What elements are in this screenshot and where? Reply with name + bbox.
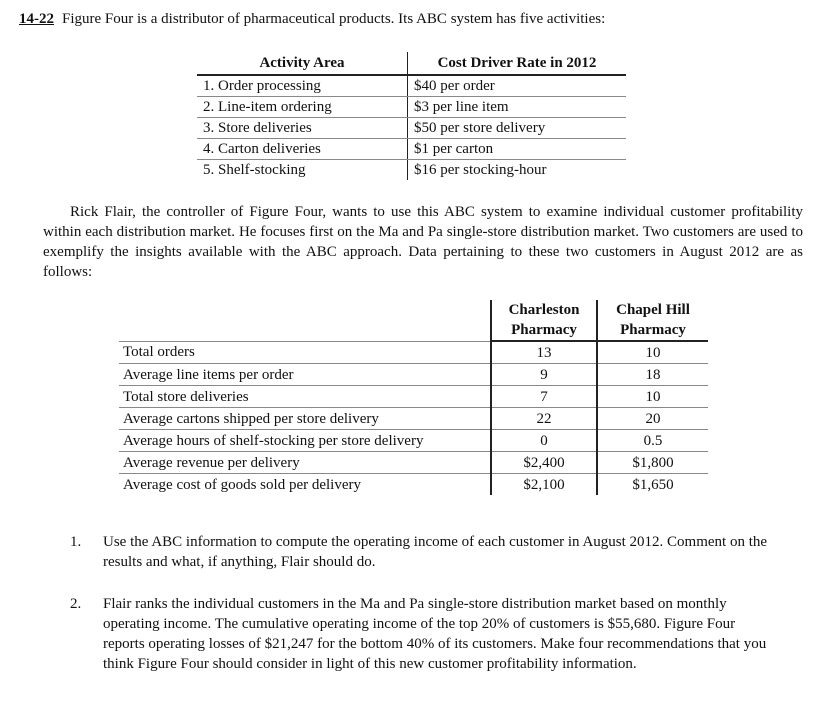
charleston-value: 7 — [491, 386, 597, 408]
chapel-hill-value: 20 — [597, 408, 708, 430]
table-row — [119, 430, 708, 452]
row-label: Average cost of goods sold per delivery — [123, 476, 361, 493]
table-row — [197, 160, 626, 181]
customer-table — [119, 300, 708, 495]
chapel-hill-header-line2: Pharmacy — [620, 322, 686, 338]
table-row — [197, 97, 626, 118]
cost-driver-rate: $50 per store delivery — [408, 118, 627, 139]
charleston-value: 0 — [491, 430, 597, 452]
table-row — [119, 341, 708, 364]
table-row — [197, 75, 626, 97]
table-row — [119, 452, 708, 474]
question-1 — [70, 532, 770, 572]
question-number: 2. — [70, 596, 82, 612]
row-label: Total orders — [119, 341, 491, 364]
customer-table-header — [119, 300, 708, 341]
activity-name: 5. Shelf-stocking — [203, 162, 306, 178]
activity-table-header — [197, 52, 626, 75]
empty-header-cell — [119, 300, 491, 341]
chapel-hill-header — [597, 300, 708, 341]
chapel-hill-value: 10 — [597, 341, 708, 364]
question-number: 1. — [70, 534, 82, 550]
charleston-header-line2: Pharmacy — [511, 322, 577, 338]
row-label: Average hours of shelf-stocking per store delivery — [119, 430, 491, 452]
charleston-value: 13 — [491, 341, 597, 364]
charleston-value: 22 — [491, 408, 597, 430]
row-label: Average revenue per delivery — [119, 452, 491, 474]
question-text: Use the ABC information to compute the operating income of each customer in August 2012. Comment on the results and what, if anything, Flair should do. — [103, 534, 768, 570]
chapel-hill-value: $1,650 — [597, 474, 708, 496]
row-label: Average cartons shipped per store delivery — [119, 408, 491, 430]
activity-name: 2. Line-item ordering — [197, 97, 408, 118]
cost-driver-header: Cost Driver Rate in 2012 — [408, 52, 627, 75]
chapel-hill-header-line1: Chapel Hill — [616, 302, 690, 318]
chapel-hill-value: 0.5 — [597, 430, 708, 452]
question-text: Flair ranks the individual customers in the Ma and Pa single-store distribution market based on monthly operating income. The cumulative operating income of the top 20% of customers is $55,680. Figure Four reports operating losses of $21,247 for the bottom 40% of its customers. Make four recommendations that you think Figure Four should consider in light of this new customer profitability information. — [103, 596, 767, 672]
cost-driver-rate: $1 per carton — [408, 139, 627, 160]
table-row — [119, 408, 708, 430]
chapel-hill-value: 10 — [597, 386, 708, 408]
description-paragraph — [43, 202, 803, 282]
table-row — [119, 364, 708, 386]
chapel-hill-value: 18 — [597, 364, 708, 386]
row-label: Total store deliveries — [119, 386, 491, 408]
activity-name: 4. Carton deliveries — [197, 139, 408, 160]
charleston-header-line1: Charleston — [508, 302, 580, 318]
problem-intro — [19, 9, 605, 29]
chapel-hill-value: $1,800 — [597, 452, 708, 474]
table-row — [197, 118, 626, 139]
cost-driver-rate: $40 per order — [408, 75, 627, 97]
activity-name: 1. Order processing — [197, 75, 408, 97]
charleston-header — [491, 300, 597, 341]
question-2 — [70, 594, 770, 674]
cost-driver-rate: $3 per line item — [408, 97, 627, 118]
activity-table — [197, 52, 626, 180]
charleston-value: $2,400 — [491, 452, 597, 474]
table-row — [119, 386, 708, 408]
intro-text: Figure Four is a distributor of pharmaceutical products. Its ABC system has five activities: — [62, 11, 606, 27]
cost-driver-rate: $16 per stocking-hour — [408, 160, 627, 181]
row-label: Average line items per order — [119, 364, 491, 386]
charleston-value: 9 — [491, 364, 597, 386]
table-row — [197, 139, 626, 160]
table-row — [119, 474, 708, 496]
charleston-value: $2,100 — [491, 474, 597, 496]
problem-number: 14-22 — [19, 11, 54, 27]
paragraph-text: Rick Flair, the controller of Figure Four, wants to use this ABC system to examine individual customer profitability within each distribution market. He focuses first on the Ma and Pa single-store distribution market. Two customers are used to exemplify the insights available with the ABC approach. Data pertaining to these two customers in August 2012 are as follows: — [43, 204, 803, 280]
activity-name: 3. Store deliveries — [197, 118, 408, 139]
activity-area-header: Activity Area — [197, 52, 408, 75]
